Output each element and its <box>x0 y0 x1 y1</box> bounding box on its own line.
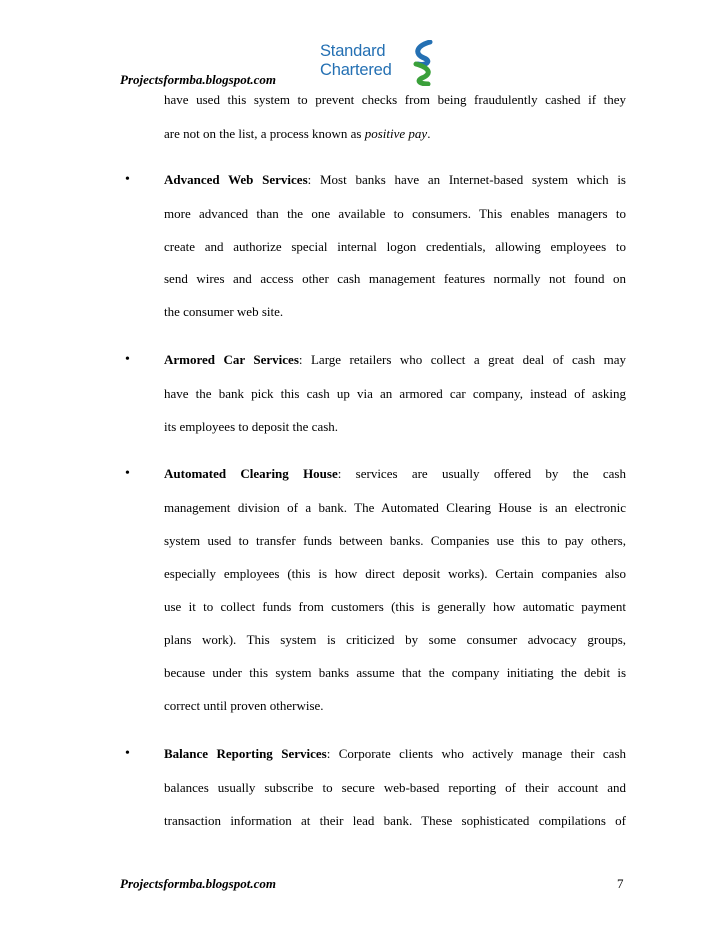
bullet-term: Advanced Web Services <box>164 172 308 187</box>
bullet-line: because under this system banks assume that the company initiating the debit is <box>164 665 626 680</box>
intro-line-1: have used this system to prevent checks from being fraudulently cashed if they <box>164 92 626 107</box>
bullet-first-line <box>164 466 626 482</box>
bullet-icon: • <box>125 352 130 367</box>
page-number: 7 <box>617 876 624 891</box>
bullet-first-line <box>164 352 626 368</box>
bullet-line: its employees to deposit the cash. <box>164 419 339 434</box>
logo-line-1: Standard <box>320 42 386 60</box>
bullet-text: : Corporate clients who actively manage their cash <box>326 746 627 761</box>
bullet-text: : Most banks have an Internet-based system which is <box>307 172 626 187</box>
intro-end: . <box>427 126 431 141</box>
bullet-icon: • <box>125 172 130 187</box>
bullet-line: have the bank pick this cash up via an armored car company, instead of asking <box>164 386 626 401</box>
logo-mark-icon <box>408 40 438 86</box>
bullet-line: system used to transfer funds between banks. Companies use this to pay others, <box>164 533 626 548</box>
bullet-line: transaction information at their lead bank. These sophisticated compilations of <box>164 813 626 828</box>
bullet-icon: • <box>125 746 130 761</box>
bullet-first-line <box>164 172 626 188</box>
bullet-text: : services are usually offered by the cash <box>337 466 626 481</box>
bullet-line: management division of a bank. The Automated Clearing House is an electronic <box>164 500 626 515</box>
bullet-line: balances usually subscribe to secure web-based reporting of their account and <box>164 780 626 795</box>
intro-line-2 <box>164 126 626 142</box>
bullet-line: send wires and access other cash management features normally not found on <box>164 271 626 286</box>
bullet-term: Balance Reporting Services <box>164 746 327 761</box>
positive-pay-term: positive pay <box>364 126 428 141</box>
bullet-icon: • <box>125 466 130 481</box>
bullet-term: Automated Clearing House <box>164 466 338 481</box>
intro-text: are not on the list, a process known as <box>164 126 365 141</box>
header-site-label: Projectsformba.blogspot.com <box>120 72 276 87</box>
standard-chartered-logo <box>320 40 440 88</box>
footer-site-label: Projectsformba.blogspot.com <box>120 876 276 891</box>
bullet-line: create and authorize special internal logon credentials, allowing employees to <box>164 239 626 254</box>
logo-line-2: Chartered <box>320 61 392 79</box>
logo-wordmark <box>320 42 408 80</box>
bullet-line: use it to collect funds from customers (this is generally how automatic payment <box>164 599 626 614</box>
bullet-line: especially employees (this is how direct deposit works). Certain companies also <box>164 566 626 581</box>
bullet-line: the consumer web site. <box>164 304 284 319</box>
bullet-first-line <box>164 746 626 762</box>
bullet-line: plans work). This system is criticized by some consumer advocacy groups, <box>164 632 626 647</box>
bullet-line: correct until proven otherwise. <box>164 698 324 713</box>
bullet-text: : Large retailers who collect a great deal of cash may <box>298 352 626 367</box>
bullet-term: Armored Car Services <box>164 352 299 367</box>
bullet-line: more advanced than the one available to consumers. This enables managers to <box>164 206 626 221</box>
